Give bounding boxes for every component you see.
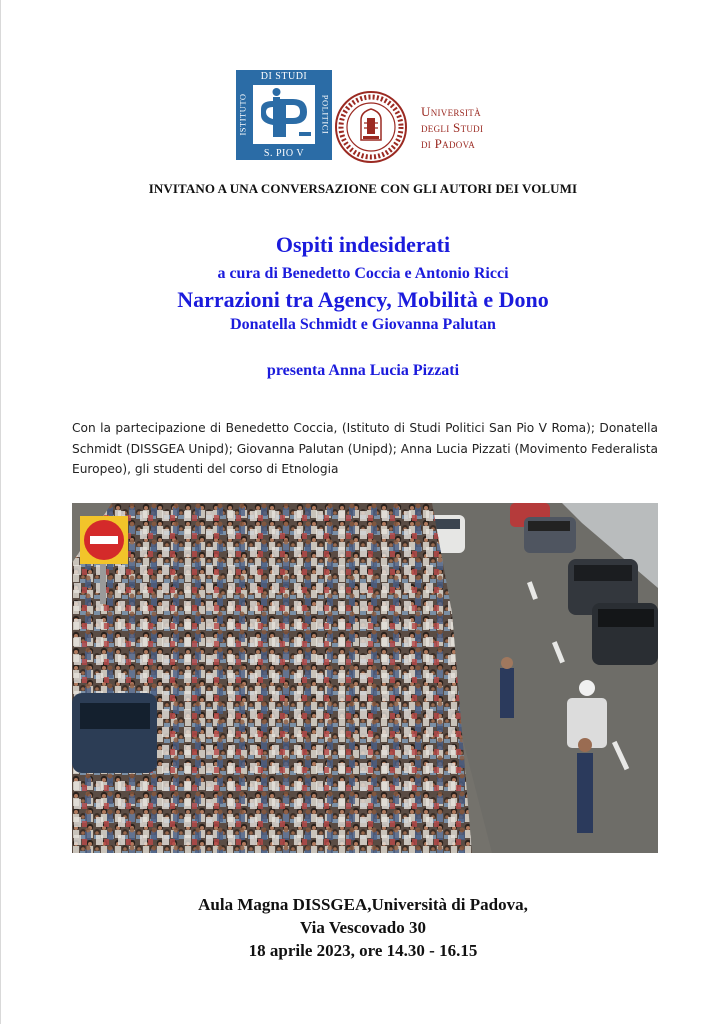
isp-logo <box>236 70 332 160</box>
crowd-photo-illustration <box>72 503 658 853</box>
university-seal-icon <box>334 90 408 164</box>
book-title-2: Narrazioni tra Agency, Mobilità e Dono <box>177 287 549 312</box>
book-editors-2: Donatella Schmidt e Giovanna Palutan <box>230 316 496 333</box>
crowd-photo <box>72 503 658 853</box>
presenter-line: presenta Anna Lucia Pizzati <box>266 362 460 379</box>
isp-logo-bottom-text: S. PIO V <box>263 148 305 159</box>
isp-logo-top-text: DI STUDI <box>260 71 308 82</box>
venue-block <box>1 893 724 962</box>
unipd-line-2: degli Studi <box>421 120 484 135</box>
university-name-logo <box>421 104 483 152</box>
isp-logo-right-text: POLITICI <box>320 94 331 135</box>
venue-line-1: Aula Magna DISSGEA,Università di Padova, <box>198 895 528 914</box>
unipd-line-1: Università <box>421 104 481 119</box>
book-editors-1: a cura di Benedetto Coccia e Antonio Ricci <box>217 265 509 282</box>
venue-line-2: Via Vescovado 30 <box>300 918 426 937</box>
unipd-line-3: di Padova <box>421 136 476 151</box>
isp-logo-left-text: ISTITUTO <box>237 93 248 136</box>
invitation-heading: INVITANO A UNA CONVERSAZIONE CON GLI AUTORI DEI VOLUMI <box>148 181 578 196</box>
book-title-1: Ospiti indesiderati <box>275 232 451 257</box>
participants-paragraph: Con la partecipazione di Benedetto Coccia, (Istituto di Studi Politici San Pio V Roma); Donatella Schmidt (DISSGEA Unipd); Giovanna Palutan (Unipd); Anna Lucia Pizzati (Movimento Federalista Europeo), gli studenti del corso di Etnologia <box>72 421 658 476</box>
venue-date-time: 18 aprile 2023, ore 14.30 - 16.15 <box>248 941 478 960</box>
isp-monogram-icon <box>253 85 315 144</box>
